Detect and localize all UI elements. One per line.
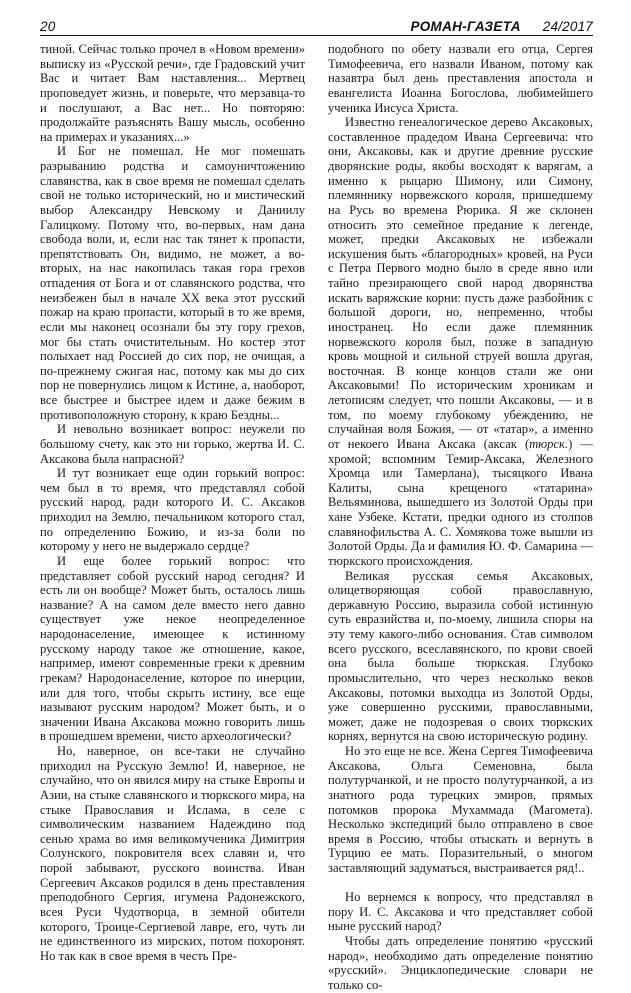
running-head (40, 14, 593, 36)
paragraph-with-term (328, 115, 593, 568)
paragraph: Но, наверное, он все-таки не случайно приходил на Русскую Землю! И, наверное, не случайно, что он явился миру на стыке Европы и Азии, на стыке славянского и тюркского мира, на стыке Православия и Ислама, в селе с символическим названием Надеждино под сенью храма во имя великомученика Димитрия Солунского, покровителя всех славян и, что порой забывают, русского воинства. Иван Сергеевич Аксаков родился в день преставления преподобного Сергия, игумена Радонежского, всея Руси Чудотворца, в земной обители которого, Троице-Сергиевой лавре, его, чуть ли не единственного из мирских, потом похоронят. Но так как в свое время в честь Пре- (40, 744, 305, 963)
foreign-term: тюрск. (529, 436, 569, 451)
page-number: 20 (40, 18, 56, 34)
paragraph: И тут возникает еще один горький вопрос: чем был в то время, что представлял собой русский народ, ради которого И. С. Аксаков приходил на Землю, печальником которого стал, по определению Божию, и из-за боли по которому у него не выдержало сердце? (40, 466, 305, 554)
paragraph-text-before: Известно генеалогическое дерево Аксаковых, составленное прадедом Ивана Сергеевича: что они, Аксаковы, как и другие древние русские дворянские роды, якобы восходят к варягам, а именно к рыцарю Шимону, или Симону, племяннику норвежского короля, пришедшему на Русь во времена Рюрика. Я же склонен относить это семейное предание к легенде, может, предки Аксаковых не избежали искушения быть «благородных» кровей, на Руси с Петра Первого модно было в среде явно или тайно презирающего свой народ дворянства искать варяжские корни: пусть даже разбойник с большой дороги, но, непременно, чтобы иностранец. Но если даже племянник норвежского короля был, позже в западную кровь мощной и сильной струей вошла другая, восточная. В конце концов стали же они Аксаковыми! По историческим хроникам и летописям следует, что пошли Аксаковы, — и в том, по моему глубокому убеждению, не случайная воля Божия, — от «татар», а именно от некоего Ивана Аксака (аксак ( (328, 115, 593, 451)
paragraph: подобного по обету назвали его отца, Сергея Тимофеевича, его назвали Иваном, потому как назавтра был день преставления апостола и евангелиста Иоанна Богослова, любимейшего ученика Иисуса Христа. (328, 42, 593, 115)
publication-title: РОМАН-ГАЗЕТА (410, 18, 521, 34)
right-column (328, 42, 593, 992)
paragraph: И еще более горький вопрос: что представляет собой русский народ сегодня? И есть ли он вообще? Может быть, осталось лишь название? А на самом деле вместо него давно существует уже некое неопределенное народонаселение, имеющее к истинному русскому народу такое же отношение, какое, например, имеют современные греки к древним грекам? Народонаселение, которое по инерции, или для того, чтобы скрыть истину, все еще называют русским народом? Может быть, и о значении Ивана Аксакова можно говорить лишь в прошедшем времени, чисто археологически? (40, 553, 305, 744)
running-head-right (410, 20, 593, 34)
left-column (40, 42, 305, 963)
paragraph: И невольно возникает вопрос: неужели по большому счету, как это ни горько, жертва И. С. Аксакова была напрасной? (40, 422, 305, 466)
issue-number: 24/2017 (542, 18, 593, 34)
paragraph: тиной. Сейчас только прочел в «Новом времени» выписку из «Русской речи», где Градовский учит Вас и читает Вам наставления... Мертвец проповедует жизнь, и поверьте, что мерзавца-то и послушают, а Вас нет... Но повторяю: продолжайте разъяснять Вашу мысль, особенно на примерах и указаниях...» (40, 42, 305, 144)
paragraph: И Бог не помешал. Не мог помешать разрыванию родства и самоуничтожению славянства, как в свое время не помешал сделать свой не только исторический, но и мистический выбор Александру Невскому и Даниилу Галицкому. Потому что, во-первых, нам дана свобода воли, и, если нас так тянет к пропасти, препятствовать Он, видимо, не может, а во-вторых, на нас накопилась такая гора грехов отпадения от Бога и от славянского родства, что неизбежен был в начале XX века этот русский пожар на краю пропасти, который в то же время, если мы наконец осознали бы эту гору грехов, мог бы стать очистительным. Но костер этот полыхает над Россией до сих пор, не очищая, а по-прежнему сжигая нас, потому как мы до сих пор не повернулись лицом к Истине, а, наоборот, все быстрее и быстрее идем и даже бежим в противоположную сторону, к краю Бездны... (40, 144, 305, 422)
paragraph-text-after: ) — хромой; вспомним Темир-Аксака, Железного Хромца или Тамерлана), тысяцкого Ивана Калиты, сына крещеного «татарина» Вельяминова, вышедшего из Золотой Орды при хане Узбеке. Кстати, предки одного из столпов славянофильства А. С. Хомякова тоже вышли из Золотой Орды. Да и фамилия Ю. Ф. Самарина — тюркского происхождения. (328, 436, 593, 568)
paragraph: Но это еще не все. Жена Сергея Тимофеевича Аксакова, Ольга Семеновна, была полутурчанкой, и не просто полутурчанкой, а из знатного рода турецких эмиров, прямых потомков пророка Мухаммада (Магомета). Несколько экспедиций было отправлено в свое время в Россию, чтобы отыскать и вернуть в Турцию ее мать. Поразительный, о многом заставляющий задуматься, выстраивается ряд!.. (328, 744, 593, 875)
paragraph: Великая русская семья Аксаковых, олицетворяющая собой православную, державную Россию, выразила собой истинную суть евразийства и, по-моему, лишила споры на эту тему какого-либо основания. Став символом всего русского, всеславянского, по крови своей она была больше тюркская. Глубоко промыслительно, что через несколько веков Аксаковы, потомки выходца из Золотой Орды, уже совершенно русскими, православными, может, даже не подозревая о своих тюркских корнях, вернутся на свою историческую родину. (328, 568, 593, 744)
paragraph: Но вернемся к вопросу, что представлял в пору И. С. Аксакова и что представляет собой ныне русский народ? (328, 890, 593, 934)
paragraph: Чтобы дать определение понятию «русский народ», необходимо дать определение понятию «русский». Энциклопедические словари не только со- (328, 934, 593, 992)
body-columns (40, 42, 593, 992)
